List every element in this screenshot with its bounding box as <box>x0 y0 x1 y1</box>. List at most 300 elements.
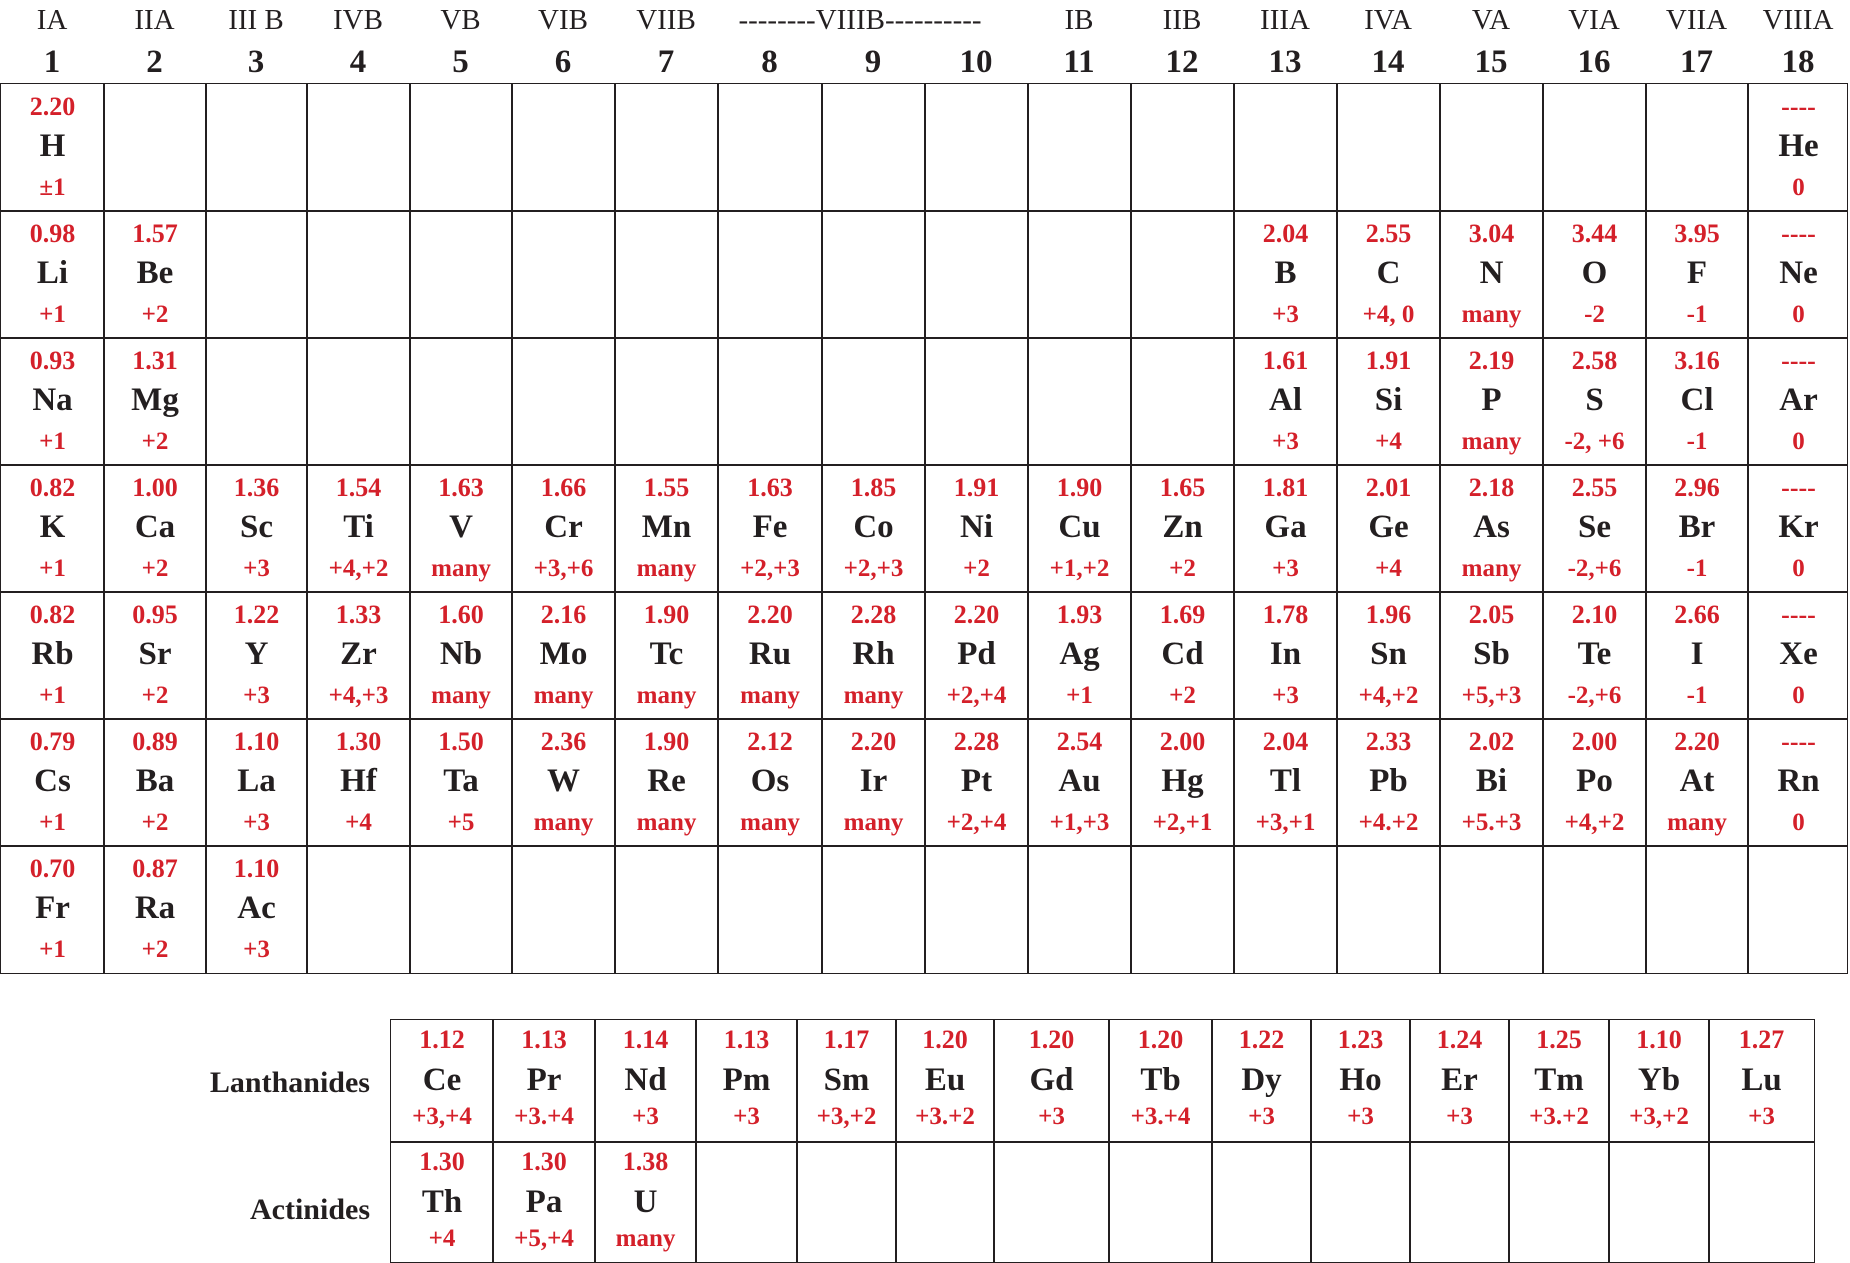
lanthanides-element-cell <box>1311 1020 1410 1142</box>
oxidation-states: +5,+4 <box>514 1225 574 1252</box>
oxidation-states: +4, 0 <box>1362 301 1415 328</box>
element-cell <box>206 465 307 592</box>
element-symbol: Rb <box>31 636 74 672</box>
empty-cell <box>512 211 615 338</box>
oxidation-states: +3 <box>733 1103 760 1130</box>
empty-cell <box>410 338 512 465</box>
element-symbol: Mn <box>641 509 692 545</box>
group-number: 15 <box>1474 44 1508 80</box>
oxidation-states: -2,+6 <box>1567 555 1622 582</box>
group-label: IVA <box>1364 4 1412 36</box>
group-label: III B <box>228 4 284 36</box>
element-symbol: Ag <box>1059 636 1100 672</box>
element-cell <box>104 465 206 592</box>
element-cell <box>1337 338 1440 465</box>
element-cell <box>307 465 410 592</box>
electronegativity: 1.24 <box>1436 1025 1483 1054</box>
group-number: 2 <box>146 44 163 80</box>
oxidation-states: +2 <box>141 682 169 709</box>
element-symbol: W <box>547 763 580 799</box>
element-symbol: Pr <box>526 1062 562 1098</box>
electronegativity: 1.14 <box>622 1025 669 1054</box>
element-symbol: Cr <box>544 509 583 545</box>
element-cell <box>1131 465 1234 592</box>
oxidation-states: many <box>533 809 594 836</box>
element-cell <box>206 719 307 846</box>
empty-cell <box>512 84 615 211</box>
oxidation-states: many <box>843 809 904 836</box>
element-symbol: Os <box>750 763 790 799</box>
group-number: 7 <box>657 44 675 80</box>
element-symbol: Rn <box>1777 763 1820 799</box>
element-symbol: Re <box>647 763 686 799</box>
element-symbol: Sr <box>138 636 172 672</box>
oxidation-states: +2 <box>141 809 169 836</box>
element-symbol: F <box>1686 255 1708 291</box>
electronegativity: 1.27 <box>1738 1025 1785 1054</box>
oxidation-states: +3 <box>1038 1103 1065 1130</box>
oxidation-states: many <box>431 682 491 709</box>
electronegativity: 1.63 <box>747 473 793 502</box>
oxidation-states: +1,+3 <box>1049 809 1110 836</box>
electronegativity: 1.63 <box>438 473 484 502</box>
element-symbol: Xe <box>1779 636 1818 672</box>
element-cell <box>1 84 104 211</box>
empty-cell <box>1109 1142 1212 1262</box>
element-symbol: Co <box>853 509 894 545</box>
oxidation-states: +3,+2 <box>816 1103 877 1130</box>
electronegativity: 3.95 <box>1674 219 1720 248</box>
element-symbol: S <box>1585 382 1604 418</box>
element-cell <box>822 465 925 592</box>
oxidation-states: ±1 <box>39 174 66 201</box>
element-cell <box>206 592 307 719</box>
element-symbol: Ba <box>135 763 175 799</box>
electronegativity: 1.91 <box>1365 346 1412 375</box>
element-symbol: Th <box>421 1184 463 1220</box>
element-cell <box>1234 719 1337 846</box>
element-symbol: Ta <box>443 763 479 799</box>
electronegativity: 2.66 <box>1674 600 1720 629</box>
oxidation-states: +3 <box>243 936 270 963</box>
empty-cell <box>696 1142 797 1262</box>
element-cell <box>925 592 1028 719</box>
empty-cell <box>410 846 512 973</box>
oxidation-states: +3 <box>632 1103 659 1130</box>
empty-cell <box>822 338 925 465</box>
oxidation-states: +2,+1 <box>1152 809 1213 836</box>
electronegativity: 1.30 <box>419 1147 465 1176</box>
empty-cell <box>797 1142 896 1262</box>
element-symbol: Ga <box>1264 509 1307 545</box>
element-symbol: O <box>1581 255 1608 291</box>
element-symbol: Pb <box>1369 763 1408 799</box>
group-number: 9 <box>864 44 882 80</box>
element-symbol: C <box>1376 255 1401 291</box>
empty-cell <box>307 338 410 465</box>
lanthanides-element-cell <box>896 1020 994 1142</box>
electronegativity: 2.00 <box>1159 727 1206 756</box>
element-symbol: Y <box>244 636 269 672</box>
lanthanides-element-cell <box>994 1020 1109 1142</box>
empty-cell <box>1131 846 1234 973</box>
element-symbol: Kr <box>1778 509 1819 545</box>
actinides-element-cell <box>493 1142 595 1262</box>
element-symbol: Zr <box>340 636 377 672</box>
electronegativity: 2.05 <box>1468 600 1515 629</box>
lanthanides-element-cell <box>797 1020 896 1142</box>
lanthanides-element-cell <box>696 1020 797 1142</box>
empty-cell <box>615 211 718 338</box>
element-symbol: Ca <box>134 509 176 545</box>
electronegativity: 1.91 <box>953 473 1000 502</box>
electronegativity: ---- <box>1781 92 1816 121</box>
oxidation-states: many <box>740 682 800 709</box>
element-cell <box>1131 592 1234 719</box>
electronegativity: 1.25 <box>1536 1025 1582 1054</box>
electronegativity: 0.95 <box>132 600 178 629</box>
element-cell <box>1646 719 1748 846</box>
electronegativity: 3.16 <box>1674 346 1720 375</box>
element-cell <box>1337 592 1440 719</box>
element-symbol: Ti <box>343 509 374 545</box>
group-number: 18 <box>1781 44 1815 80</box>
oxidation-states: +5,+3 <box>1461 682 1522 709</box>
group-label: IVB <box>333 4 383 36</box>
oxidation-states: many <box>533 682 594 709</box>
element-cell <box>1440 211 1543 338</box>
element-cell <box>1543 338 1646 465</box>
electronegativity: 1.54 <box>335 473 382 502</box>
element-symbol: Si <box>1374 382 1403 418</box>
oxidation-states: +3 <box>243 555 270 582</box>
element-symbol: Fe <box>752 509 788 545</box>
empty-cell <box>1609 1142 1709 1262</box>
element-cell <box>410 592 512 719</box>
element-symbol: Se <box>1578 509 1611 545</box>
electronegativity: 1.20 <box>922 1025 968 1054</box>
electronegativity: 1.20 <box>1028 1025 1075 1054</box>
electronegativity: 1.22 <box>1238 1025 1285 1054</box>
electronegativity: 2.55 <box>1571 473 1618 502</box>
element-symbol: Nb <box>439 636 483 672</box>
element-symbol: Zn <box>1162 509 1203 545</box>
oxidation-states: +3 <box>1272 555 1299 582</box>
oxidation-states: +5.+3 <box>1461 809 1522 836</box>
empty-cell <box>1337 846 1440 973</box>
group-label-viiib: --------VIIIB---------- <box>738 4 982 36</box>
empty-cell <box>1131 84 1234 211</box>
element-symbol: Er <box>1441 1062 1478 1098</box>
electronegativity: 0.87 <box>132 854 178 883</box>
element-symbol: U <box>633 1184 658 1220</box>
oxidation-states: +3 <box>1748 1103 1775 1130</box>
element-cell <box>104 338 206 465</box>
oxidation-states: 0 <box>1792 301 1805 328</box>
element-symbol: Ir <box>859 763 888 799</box>
empty-cell <box>512 846 615 973</box>
element-symbol: Pt <box>960 763 993 799</box>
element-cell <box>104 211 206 338</box>
oxidation-states: -1 <box>1686 428 1708 455</box>
empty-cell <box>1543 84 1646 211</box>
electronegativity: 3.04 <box>1468 219 1515 248</box>
element-symbol: Be <box>136 255 174 291</box>
element-symbol: La <box>237 763 276 799</box>
element-symbol: Ho <box>1339 1062 1382 1098</box>
element-symbol: Ac <box>237 890 276 926</box>
electronegativity: 2.12 <box>747 727 793 756</box>
element-symbol: Mg <box>131 382 179 418</box>
oxidation-states: +3 <box>1272 428 1299 455</box>
electronegativity: 2.04 <box>1262 219 1309 248</box>
element-cell <box>1234 465 1337 592</box>
element-symbol: Nd <box>624 1062 667 1098</box>
oxidation-states: 0 <box>1792 682 1805 709</box>
element-symbol: Dy <box>1241 1062 1282 1098</box>
element-cell <box>1337 211 1440 338</box>
electronegativity: 0.79 <box>29 727 76 756</box>
element-symbol: Pa <box>525 1184 563 1220</box>
element-cell <box>1543 592 1646 719</box>
element-symbol: Ru <box>748 636 792 672</box>
lanthanides-element-cell <box>595 1020 696 1142</box>
periodic-table-grid <box>0 83 1848 974</box>
group-number: 5 <box>452 44 469 80</box>
element-symbol: Hf <box>340 763 377 799</box>
electronegativity: 1.50 <box>438 727 484 756</box>
element-cell <box>410 719 512 846</box>
actinides-element-cell <box>391 1142 493 1262</box>
element-symbol: K <box>39 509 66 545</box>
lanthanides-element-cell <box>1709 1020 1814 1142</box>
oxidation-states: many <box>843 682 904 709</box>
group-number: 10 <box>959 44 993 80</box>
group-number: 4 <box>349 44 367 80</box>
element-symbol: Tm <box>1534 1062 1584 1098</box>
oxidation-states: -2,+6 <box>1567 682 1622 709</box>
oxidation-states: +4.+2 <box>1358 809 1419 836</box>
electronegativity: 2.36 <box>540 727 587 756</box>
empty-cell <box>994 1142 1109 1262</box>
oxidation-states: many <box>1461 428 1522 455</box>
electronegativity: 0.82 <box>29 600 76 629</box>
oxidation-states: +2 <box>1169 555 1196 582</box>
electronegativity: 1.93 <box>1056 600 1103 629</box>
electronegativity: ---- <box>1781 219 1816 248</box>
oxidation-states: +2,+4 <box>946 682 1007 709</box>
oxidation-states: many <box>1667 809 1727 836</box>
element-cell <box>512 465 615 592</box>
element-symbol: Mo <box>539 636 588 672</box>
oxidation-states: +1 <box>1066 682 1093 709</box>
electronegativity: 2.33 <box>1365 727 1412 756</box>
empty-cell <box>104 84 206 211</box>
element-symbol: Sb <box>1473 636 1510 672</box>
electronegativity: 0.70 <box>29 854 76 883</box>
group-number: 1 <box>43 44 61 80</box>
electronegativity: 2.54 <box>1056 727 1103 756</box>
oxidation-states: +3 <box>243 809 270 836</box>
electronegativity: 1.36 <box>233 473 280 502</box>
lanthanides-label: Lanthanides <box>209 1066 370 1099</box>
element-cell <box>512 592 615 719</box>
element-symbol: Cd <box>1161 636 1204 672</box>
oxidation-states: +1 <box>39 428 66 455</box>
empty-cell <box>410 84 512 211</box>
element-cell <box>925 465 1028 592</box>
electronegativity: 1.20 <box>1137 1025 1184 1054</box>
group-label: VA <box>1471 4 1511 36</box>
electronegativity: 2.28 <box>953 727 1000 756</box>
element-symbol: At <box>1679 763 1715 799</box>
empty-cell <box>206 211 307 338</box>
element-cell <box>1 719 104 846</box>
oxidation-states: many <box>636 809 697 836</box>
empty-cell <box>1337 84 1440 211</box>
element-cell <box>1646 338 1748 465</box>
element-symbol: Pm <box>722 1062 771 1098</box>
group-number: 16 <box>1577 44 1611 80</box>
electronegativity: ---- <box>1781 727 1816 756</box>
group-label: VB <box>440 4 481 36</box>
electronegativity: 0.89 <box>132 727 178 756</box>
empty-cell <box>512 338 615 465</box>
element-symbol: Br <box>1678 509 1716 545</box>
electronegativity: 2.20 <box>29 92 76 121</box>
electronegativity: ---- <box>1781 473 1816 502</box>
lanthanides-element-cell <box>1509 1020 1609 1142</box>
element-cell <box>1646 211 1748 338</box>
empty-cell <box>206 84 307 211</box>
electronegativity: 1.33 <box>335 600 382 629</box>
electronegativity: 2.96 <box>1674 473 1720 502</box>
electronegativity: 0.82 <box>29 473 76 502</box>
electronegativity: 2.20 <box>1674 727 1720 756</box>
empty-cell <box>1028 84 1131 211</box>
element-cell <box>1748 84 1849 211</box>
element-cell <box>1440 592 1543 719</box>
oxidation-states: +3 <box>1272 682 1299 709</box>
element-cell <box>1 592 104 719</box>
element-symbol: Gd <box>1029 1062 1074 1098</box>
oxidation-states: +3 <box>1446 1103 1473 1130</box>
element-cell <box>1543 465 1646 592</box>
group-number: 17 <box>1680 44 1713 80</box>
element-cell <box>1748 211 1849 338</box>
oxidation-states: +2,+3 <box>740 555 800 582</box>
electronegativity: 2.00 <box>1571 727 1618 756</box>
empty-cell <box>1410 1142 1509 1262</box>
element-symbol: He <box>1778 128 1819 164</box>
element-cell <box>1028 465 1131 592</box>
electronegativity: 1.31 <box>132 346 178 375</box>
electronegativity: 0.98 <box>29 219 76 248</box>
element-symbol: Ra <box>134 890 176 926</box>
empty-cell <box>718 338 822 465</box>
electronegativity: 2.04 <box>1262 727 1309 756</box>
oxidation-states: many <box>431 555 491 582</box>
element-cell <box>307 719 410 846</box>
oxidation-states: many <box>1461 301 1522 328</box>
electronegativity: 3.44 <box>1571 219 1618 248</box>
empty-cell <box>822 846 925 973</box>
element-symbol: Te <box>1577 636 1612 672</box>
electronegativity: 1.90 <box>643 600 690 629</box>
oxidation-states: 0 <box>1792 809 1805 836</box>
empty-cell <box>307 846 410 973</box>
empty-cell <box>1440 846 1543 973</box>
oxidation-states: -1 <box>1686 682 1708 709</box>
oxidation-states: -1 <box>1686 301 1708 328</box>
oxidation-states: +3.+4 <box>514 1103 574 1130</box>
empty-cell <box>1131 338 1234 465</box>
oxidation-states: +3,+4 <box>412 1103 472 1130</box>
oxidation-states: +4,+2 <box>1358 682 1419 709</box>
actinides-element-cell <box>595 1142 696 1262</box>
electronegativity: 2.58 <box>1571 346 1618 375</box>
element-cell <box>1234 592 1337 719</box>
actinides-label: Actinides <box>250 1193 370 1226</box>
empty-cell <box>896 1142 994 1262</box>
oxidation-states: -1 <box>1686 555 1708 582</box>
group-label: VIIB <box>636 4 696 36</box>
oxidation-states: +5 <box>447 809 475 836</box>
empty-cell <box>206 338 307 465</box>
oxidation-states: many <box>636 682 697 709</box>
element-cell <box>822 592 925 719</box>
electronegativity: 2.28 <box>850 600 897 629</box>
element-cell <box>1440 465 1543 592</box>
oxidation-states: +4 <box>1375 555 1402 582</box>
element-symbol: Al <box>1269 382 1302 418</box>
oxidation-states: +4,+2 <box>1564 809 1625 836</box>
empty-cell <box>925 846 1028 973</box>
empty-cell <box>615 338 718 465</box>
oxidation-states: +3.+2 <box>915 1103 975 1130</box>
group-number: 11 <box>1063 44 1095 80</box>
empty-cell <box>410 211 512 338</box>
oxidation-states: +1 <box>39 555 66 582</box>
lanthanides-element-cell <box>391 1020 493 1142</box>
oxidation-states: +3 <box>1347 1103 1374 1130</box>
element-cell <box>1 211 104 338</box>
electronegativity: 2.16 <box>540 600 587 629</box>
group-label: IA <box>36 4 68 36</box>
empty-cell <box>822 211 925 338</box>
element-symbol: Sn <box>1370 636 1407 672</box>
empty-cell <box>718 211 822 338</box>
group-label: VIB <box>538 4 588 36</box>
oxidation-states: many <box>740 809 800 836</box>
element-symbol: Hg <box>1161 763 1204 799</box>
element-symbol: Ne <box>1779 255 1818 291</box>
element-cell <box>307 592 410 719</box>
empty-cell <box>925 338 1028 465</box>
electronegativity: 1.90 <box>1056 473 1103 502</box>
element-symbol: Ge <box>1368 509 1409 545</box>
element-cell <box>1234 211 1337 338</box>
element-cell <box>718 592 822 719</box>
group-label: VIIIA <box>1762 4 1834 36</box>
empty-cell <box>1509 1142 1609 1262</box>
electronegativity: 1.00 <box>132 473 178 502</box>
element-symbol: P <box>1481 382 1502 418</box>
electronegativity: 1.66 <box>540 473 587 502</box>
oxidation-states: +2 <box>141 428 169 455</box>
empty-cell <box>1028 846 1131 973</box>
group-number: 8 <box>761 44 778 80</box>
